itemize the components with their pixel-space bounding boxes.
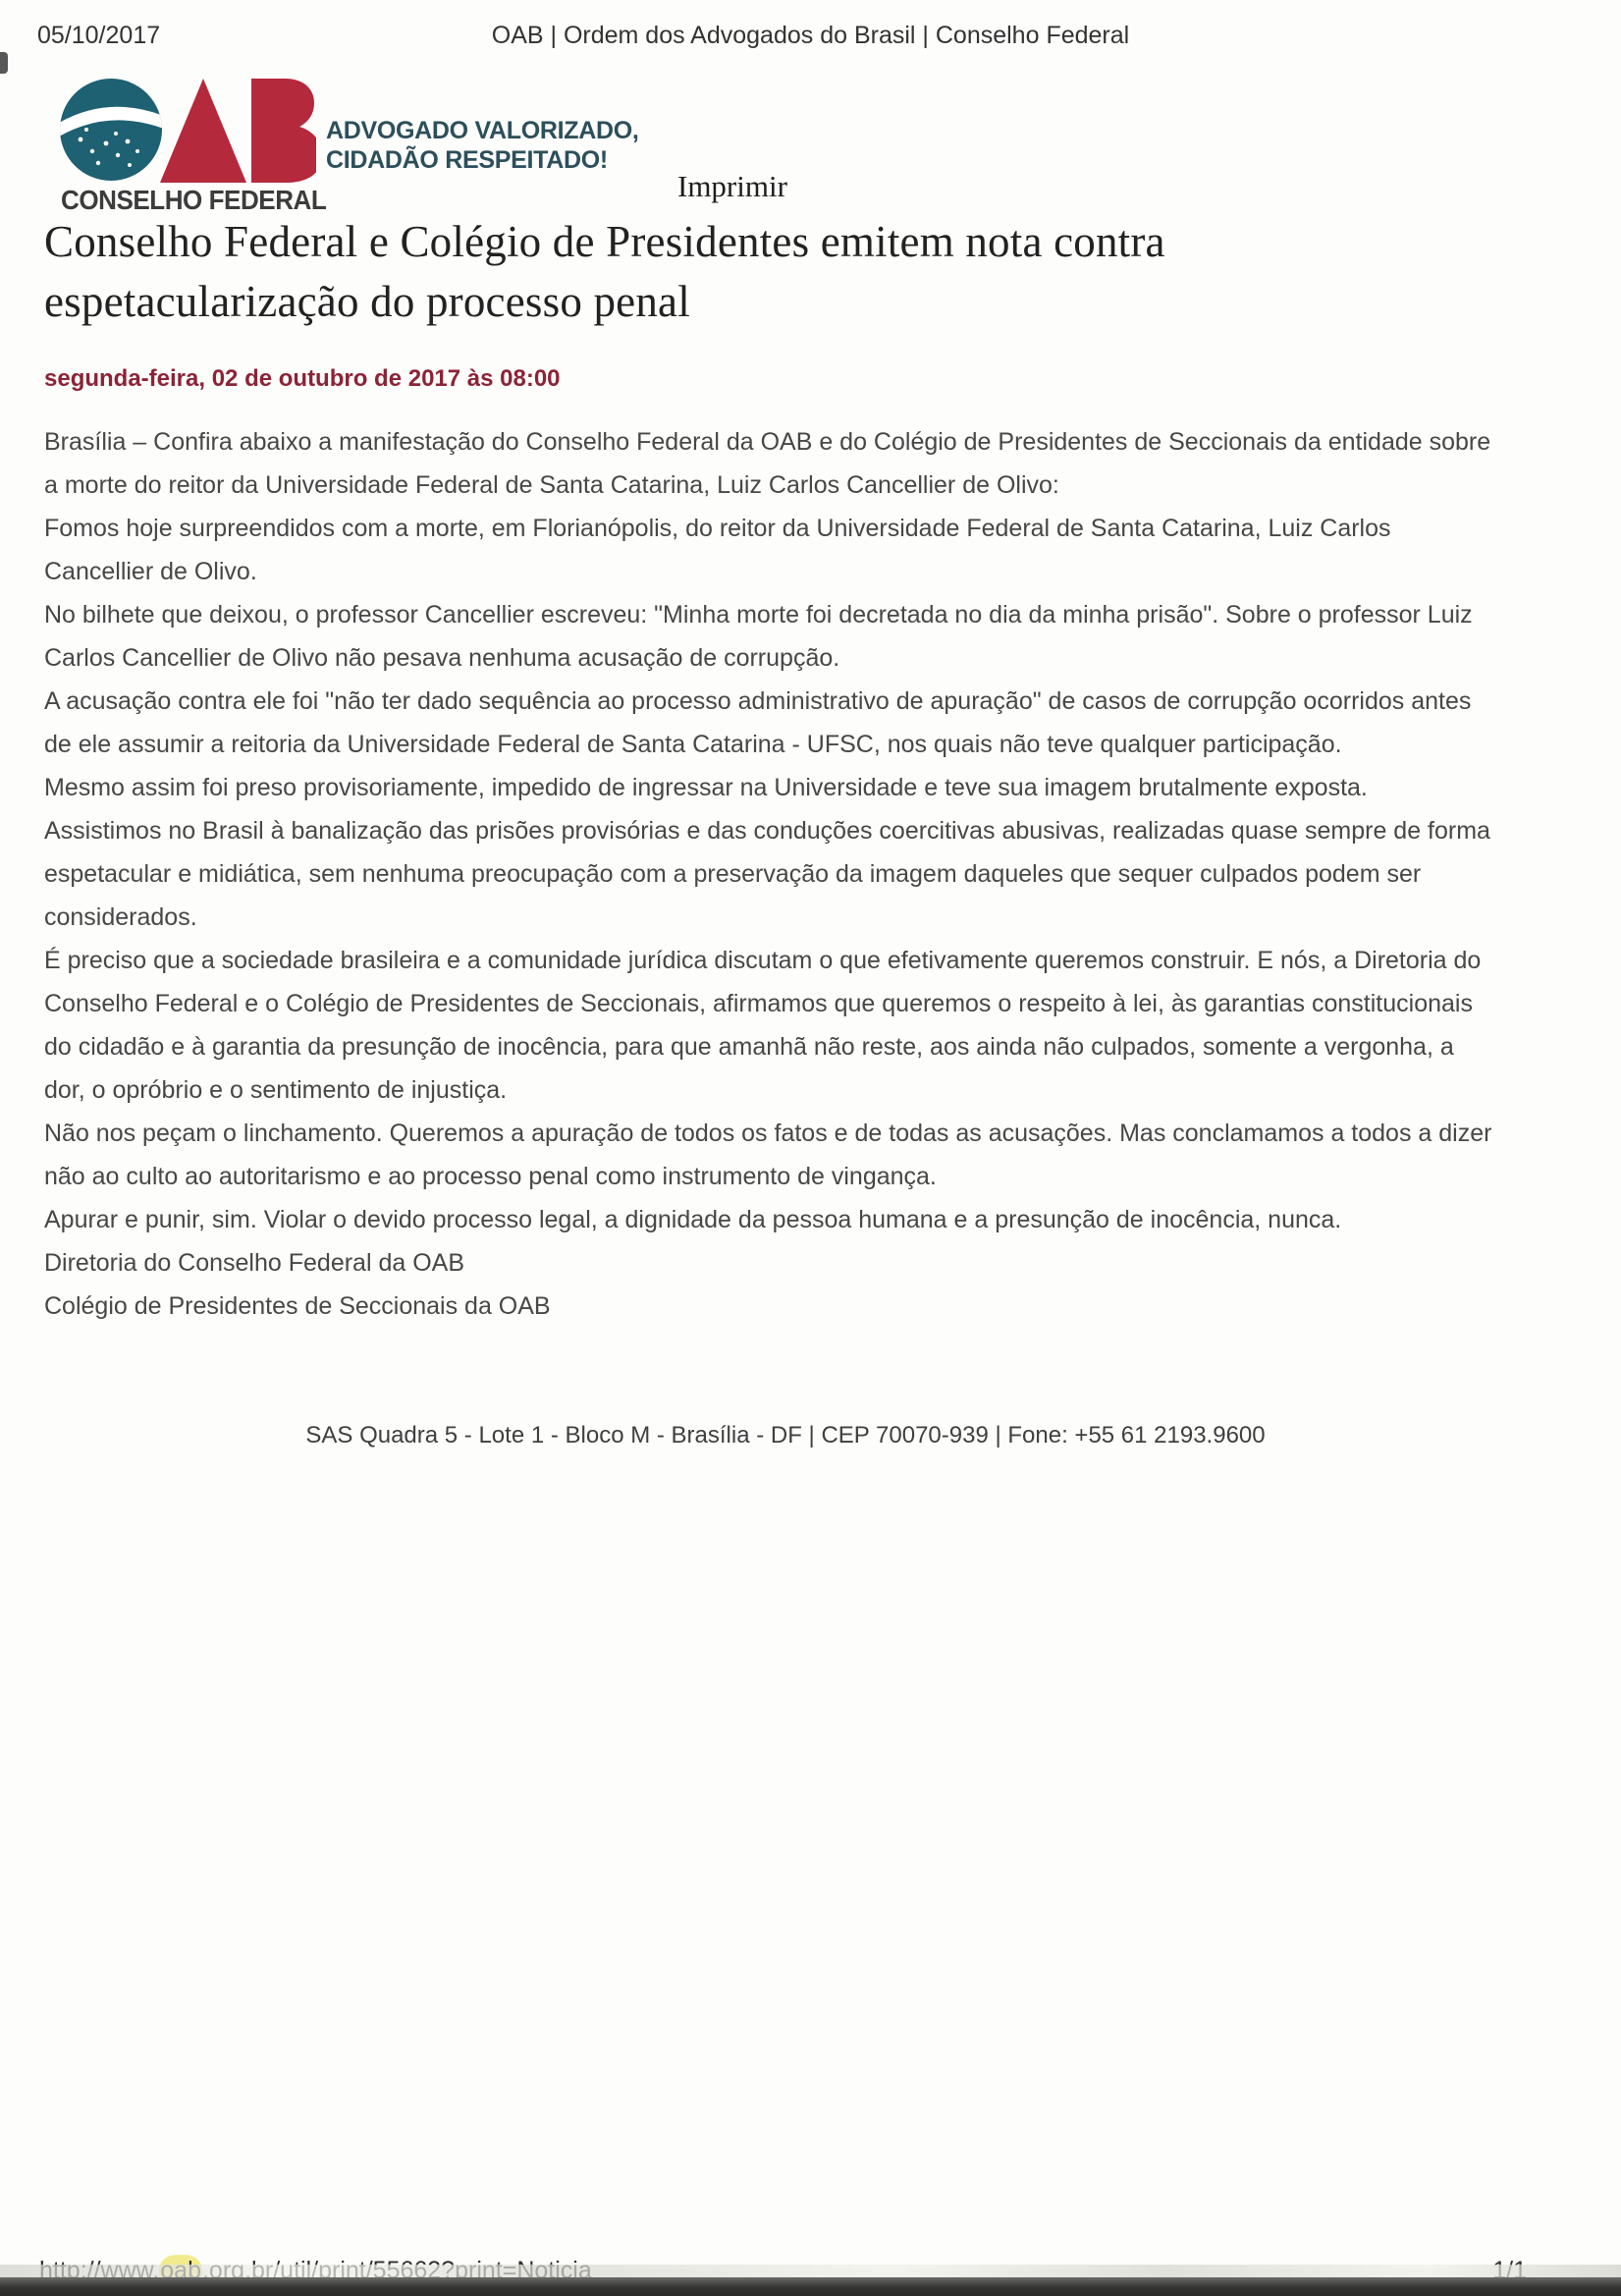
article-paragraph: Brasília – Confira abaixo a manifestação do Conselho Federal da OAB e do Colégio de Presidentes de Seccionais da entidade sobre a morte do reitor da Universidade Federal de Santa Catarina, Luiz Carlos Cancellier de Olivo: (44, 428, 1491, 499)
logo-tagline (326, 116, 639, 175)
oab-logo-icon (59, 75, 316, 185)
article-paragraph: Fomos hoje surpreendidos com a morte, em Florianópolis, do reitor da Universidade Federal de Santa Catarina, Luiz Carlos Cancellier de Olivo. (44, 515, 1391, 585)
article-paragraph: A acusação contra ele foi "não ter dado sequência ao processo administrativo de apuração" de casos de corrupção ocorridos antes de ele assumir a reitoria da Universidade Federal de Santa Catarina - UFSC, nos quais não teve qualquer participação. (44, 687, 1472, 758)
scan-edge-speck (0, 52, 8, 74)
article-paragraph: Não nos peçam o linchamento. Queremos a apuração de todos os fatos e de todas as acusações. Mas conclamamos a todos a dizer não ao culto ao autoritarismo e ao processo penal como instrumento de vingança. (44, 1120, 1492, 1190)
scan-bottom-edge (0, 2277, 1621, 2296)
article-paragraph: Mesmo assim foi preso provisoriamente, impedido de ingressar na Universidade e teve sua imagem brutalmente exposta. (44, 774, 1368, 801)
article-body (44, 420, 1497, 1328)
article-paragraph: É preciso que a sociedade brasileira e a comunidade jurídica discutam o que efetivamente queremos construir. E nós, a Diretoria do Conselho Federal e o Colégio de Presidentes de Seccionais, afirmamos que queremos o respeito à lei, às garantias constitucionais do cidadão e à garantia da presunção de inocência, para que amanhã não reste, aos ainda não culpados, somente a vergonha, a dor, o opróbrio e o sentimento de injustiça. (44, 947, 1482, 1104)
article-publish-date: segunda-feira, 02 de outubro de 2017 às 08:00 (44, 365, 561, 392)
logo-subtitle: CONSELHO FEDERAL (61, 185, 327, 215)
oab-logo (59, 75, 327, 215)
article-paragraph: Assistimos no Brasil à banalização das prisões provisórias e das conduções coercitivas abusivas, realizadas quase sempre de forma espetacular e midiática, sem nenhuma preocupação com a preservação da imagem daqueles que sequer culpados podem ser considerados. (44, 817, 1490, 931)
tagline-line-1: ADVOGADO VALORIZADO, (326, 117, 639, 144)
article-signature: Colégio de Presidentes de Seccionais da OAB (44, 1292, 551, 1320)
print-header-doc-title: OAB | Ordem dos Advogados do Brasil | Conselho Federal (491, 22, 1130, 49)
print-link[interactable]: Imprimir (677, 169, 787, 203)
article-paragraph: Apurar e punir, sim. Violar o devido processo legal, a dignidade da pessoa humana e a presunção de inocência, nunca. (44, 1206, 1342, 1233)
article-paragraph: No bilhete que deixou, o professor Cancellier escreveu: "Minha morte foi decretada no dia da minha prisão". Sobre o professor Luiz Carlos Cancellier de Olivo não pesava nenhuma acusação de corrupção. (44, 601, 1473, 672)
print-header-date: 05/10/2017 (37, 22, 161, 49)
scan-bottom-smudge (0, 2265, 1621, 2278)
site-footer-address: SAS Quadra 5 - Lote 1 - Bloco M - Brasília - DF | CEP 70070-939 | Fone: +55 61 2193.9600 (305, 1422, 1266, 1449)
article-signature: Diretoria do Conselho Federal da OAB (44, 1249, 465, 1277)
tagline-line-2: CIDADÃO RESPEITADO! (326, 146, 608, 174)
article-title: Conselho Federal e Colégio de Presidentes emitem nota contra espetacularização do processo penal (44, 217, 1165, 326)
